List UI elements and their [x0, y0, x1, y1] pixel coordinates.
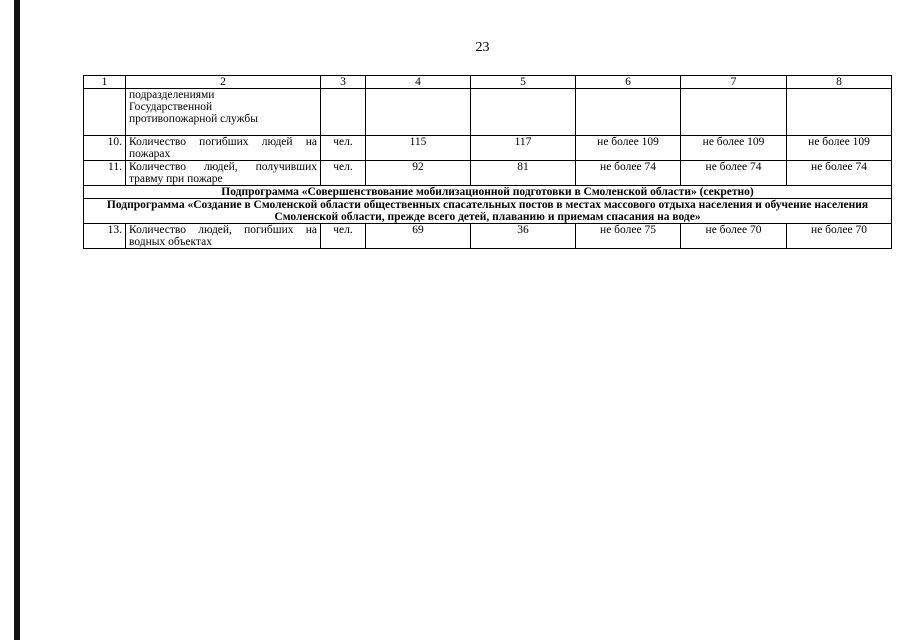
- value-cell: [787, 89, 892, 136]
- indicator-cell: Количество людей, получивших травму при пожаре: [126, 161, 321, 186]
- indicator-cell: Количество погибших людей на пожарах: [126, 136, 321, 161]
- indicators-table: [83, 75, 892, 249]
- unit-cell: [321, 89, 366, 136]
- value-cell: не более 74: [787, 161, 892, 186]
- value-cell: 117: [471, 136, 576, 161]
- page-number: 23: [475, 40, 490, 55]
- indicator-cell: Количество людей, погибших на водных объектах: [126, 224, 321, 249]
- indicator-cell: подразделениями Государственной противопожарной службы: [126, 89, 321, 136]
- table-row: [84, 89, 892, 136]
- value-cell: не более 109: [787, 136, 892, 161]
- value-cell: не более 109: [681, 136, 787, 161]
- value-cell: не более 74: [576, 161, 681, 186]
- value-cell: 69: [366, 224, 471, 249]
- header-cell: 2: [126, 76, 321, 89]
- header-cell: 7: [681, 76, 787, 89]
- table-row: [84, 161, 892, 186]
- page-edge-bar: [14, 0, 20, 640]
- value-cell: 36: [471, 224, 576, 249]
- table-header-row: [84, 76, 892, 89]
- subprogram-heading: Подпрограмма «Совершенствование мобилизационной подготовки в Смоленской области» (секретно): [84, 186, 892, 199]
- value-cell: не более 70: [681, 224, 787, 249]
- value-cell: не более 109: [576, 136, 681, 161]
- unit-cell: чел.: [321, 224, 366, 249]
- row-number-cell: 13.: [84, 224, 126, 249]
- value-cell: 92: [366, 161, 471, 186]
- subprogram-row: [84, 186, 892, 199]
- value-cell: [471, 89, 576, 136]
- subprogram-row: [84, 199, 892, 224]
- subprogram-heading: Подпрограмма «Создание в Смоленской области общественных спасательных постов в местах массового отдыха населения и обучение населения Смоленской области, прежде всего детей, плаванию и приемам спасания на воде»: [84, 199, 892, 224]
- value-cell: [576, 89, 681, 136]
- header-cell: 3: [321, 76, 366, 89]
- table-row: [84, 136, 892, 161]
- value-cell: не более 75: [576, 224, 681, 249]
- value-cell: не более 74: [681, 161, 787, 186]
- value-cell: [366, 89, 471, 136]
- unit-cell: чел.: [321, 161, 366, 186]
- row-number-cell: 10.: [84, 136, 126, 161]
- value-cell: не более 70: [787, 224, 892, 249]
- header-cell: 1: [84, 76, 126, 89]
- header-cell: 5: [471, 76, 576, 89]
- header-cell: 6: [576, 76, 681, 89]
- value-cell: 81: [471, 161, 576, 186]
- table-row: [84, 224, 892, 249]
- value-cell: 115: [366, 136, 471, 161]
- row-number-cell: 11.: [84, 161, 126, 186]
- unit-cell: чел.: [321, 136, 366, 161]
- value-cell: [681, 89, 787, 136]
- header-cell: 4: [366, 76, 471, 89]
- row-number-cell: [84, 89, 126, 136]
- header-cell: 8: [787, 76, 892, 89]
